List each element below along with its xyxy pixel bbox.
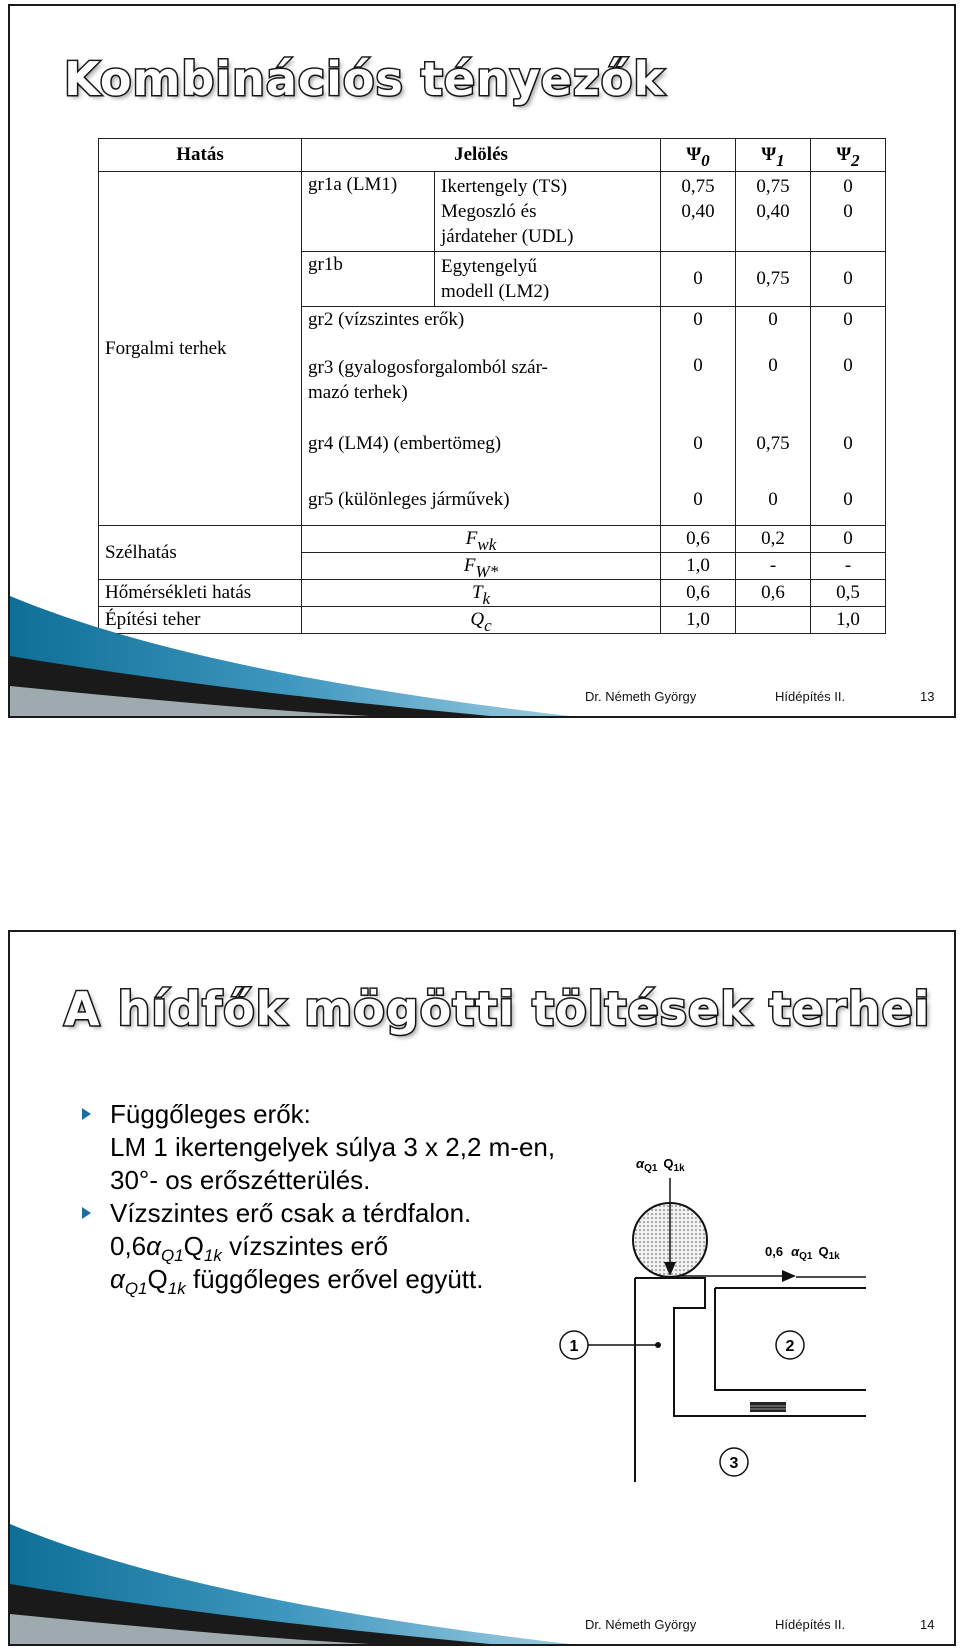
cell-value: 0,75 — [736, 252, 811, 307]
cell-gr1a-psi0: 0,75 0,40 — [661, 172, 736, 252]
bearing-icon — [750, 1402, 786, 1412]
cell-value: 1,0 — [811, 607, 886, 634]
cell-value: - — [736, 553, 811, 580]
cell-value: 0 — [811, 477, 886, 526]
cell-fw: $F_{W*}$ — [302, 553, 661, 580]
cell-value: - — [811, 553, 886, 580]
footer-course: Hídépítés II. — [775, 689, 846, 704]
bullet-vertical-forces: Függőleges erők: LM 1 ikertengelyek súlya 3 x 2,2 m-en, 30°- os erőszétterülés. — [82, 1098, 555, 1197]
cell-value: 0,6 — [661, 580, 736, 607]
cell-value: 0 — [811, 252, 886, 307]
cell-value: 0 — [661, 252, 736, 307]
slide-title: Kombinációs tényezők — [64, 52, 665, 106]
cell-value: 0,6 — [661, 526, 736, 553]
cell-tk: $T_k$ — [302, 580, 661, 607]
cell-gr1a: gr1a (LM1) — [302, 172, 435, 252]
cell-value: 0,5 — [811, 580, 886, 607]
cell-epitesi: Építési teher — [99, 607, 302, 634]
cell-ts-udl: Ikertengely (TS) Megoszló és járdateher (UDL) — [435, 172, 661, 252]
cell-gr5: gr5 (különleges járművek) — [302, 477, 661, 526]
cell-value: 0 — [736, 477, 811, 526]
cell-value: 0,75 — [736, 421, 811, 477]
cell-gr1a-psi1: 0,75 0,40 — [736, 172, 811, 252]
slide-title: A hídfők mögötti töltések terhei — [64, 982, 931, 1036]
slide-13 — [8, 4, 956, 718]
cell-lm2: Egytengelyű modell (LM2) — [435, 252, 661, 307]
footer-course: Hídépítés II. — [775, 1617, 846, 1632]
cell-value: 0 — [661, 347, 736, 421]
load-label-top: $\alpha_{Q1}$ $Q_{1k}$ — [636, 1156, 685, 1174]
table-row — [99, 172, 886, 252]
bullet-arrow-icon — [82, 1207, 91, 1219]
cell-value: 0 — [736, 307, 811, 348]
cell-value: 1,0 — [661, 553, 736, 580]
footer-author: Dr. Németh György — [585, 1617, 697, 1632]
header-jeloles: Jelölés — [302, 139, 661, 172]
abutment-diagram — [550, 1152, 930, 1572]
combination-factors-table — [98, 138, 886, 634]
header-psi2: $\Psi_2$ — [811, 139, 886, 172]
header-psi0: $\Psi_0$ — [661, 139, 736, 172]
marker-3-label: 3 — [729, 1455, 739, 1472]
marker-2-label: 2 — [785, 1338, 795, 1355]
bullet-arrow-icon — [82, 1108, 91, 1120]
cell-gr1a-psi2: 0 0 — [811, 172, 886, 252]
cell-gr2: gr2 (vízszintes erők) — [302, 307, 661, 348]
cell-szelhatas: Szélhatás — [99, 526, 302, 580]
cell-fwk: $F_{wk}$ — [302, 526, 661, 553]
bullet-list — [82, 1098, 555, 1296]
formula-vertical: $\alpha_{Q1}Q_{1k}$ függőleges erővel együtt. — [110, 1264, 484, 1298]
cell-value: 0 — [661, 421, 736, 477]
cell-value: 0 — [661, 307, 736, 348]
cell-value: 0,2 — [736, 526, 811, 553]
table-header-row — [99, 139, 886, 172]
header-psi1: $\Psi_1$ — [736, 139, 811, 172]
cell-value: 1,0 — [661, 607, 736, 634]
cell-value: 0 — [811, 347, 886, 421]
cell-value: 0 — [811, 526, 886, 553]
cell-forgalmi: Forgalmi terhek — [99, 172, 302, 526]
footer-page-number: 14 — [920, 1617, 935, 1632]
cell-value: 0 — [736, 347, 811, 421]
slide-14 — [8, 930, 956, 1646]
marker-1-label: 1 — [569, 1338, 579, 1355]
bullet-horizontal-force: Vízszintes erő csak a térdfalon. $0,6\alpha_{Q1}Q_{1k}$ vízszintes erő $\alpha_{Q1}Q_{1k}$ függőleges erővel együtt. — [82, 1197, 555, 1296]
cell-value: 0 — [811, 307, 886, 348]
cell-value: 0 — [661, 477, 736, 526]
cell-gr4: gr4 (LM4) (embertömeg) — [302, 421, 661, 477]
cell-qc: $Q_c$ — [302, 607, 661, 634]
load-label-right: 0,6 $\alpha_{Q1}$ $Q_{1k}$ — [765, 1244, 840, 1262]
footer-page-number: 13 — [920, 689, 935, 704]
header-hatas: Hatás — [99, 139, 302, 172]
cell-homerseklet: Hőmérsékleti hatás — [99, 580, 302, 607]
cell-value: 0 — [811, 421, 886, 477]
formula-horizontal: $0,6\alpha_{Q1}Q_{1k}$ vízszintes erő — [110, 1231, 389, 1265]
cell-gr1b: gr1b — [302, 252, 435, 307]
footer-author: Dr. Németh György — [585, 689, 697, 704]
cell-value: 0,6 — [736, 580, 811, 607]
cell-gr3: gr3 (gyalogosforgalomból szár- mazó terhek) — [302, 347, 661, 421]
table-row — [99, 526, 886, 553]
